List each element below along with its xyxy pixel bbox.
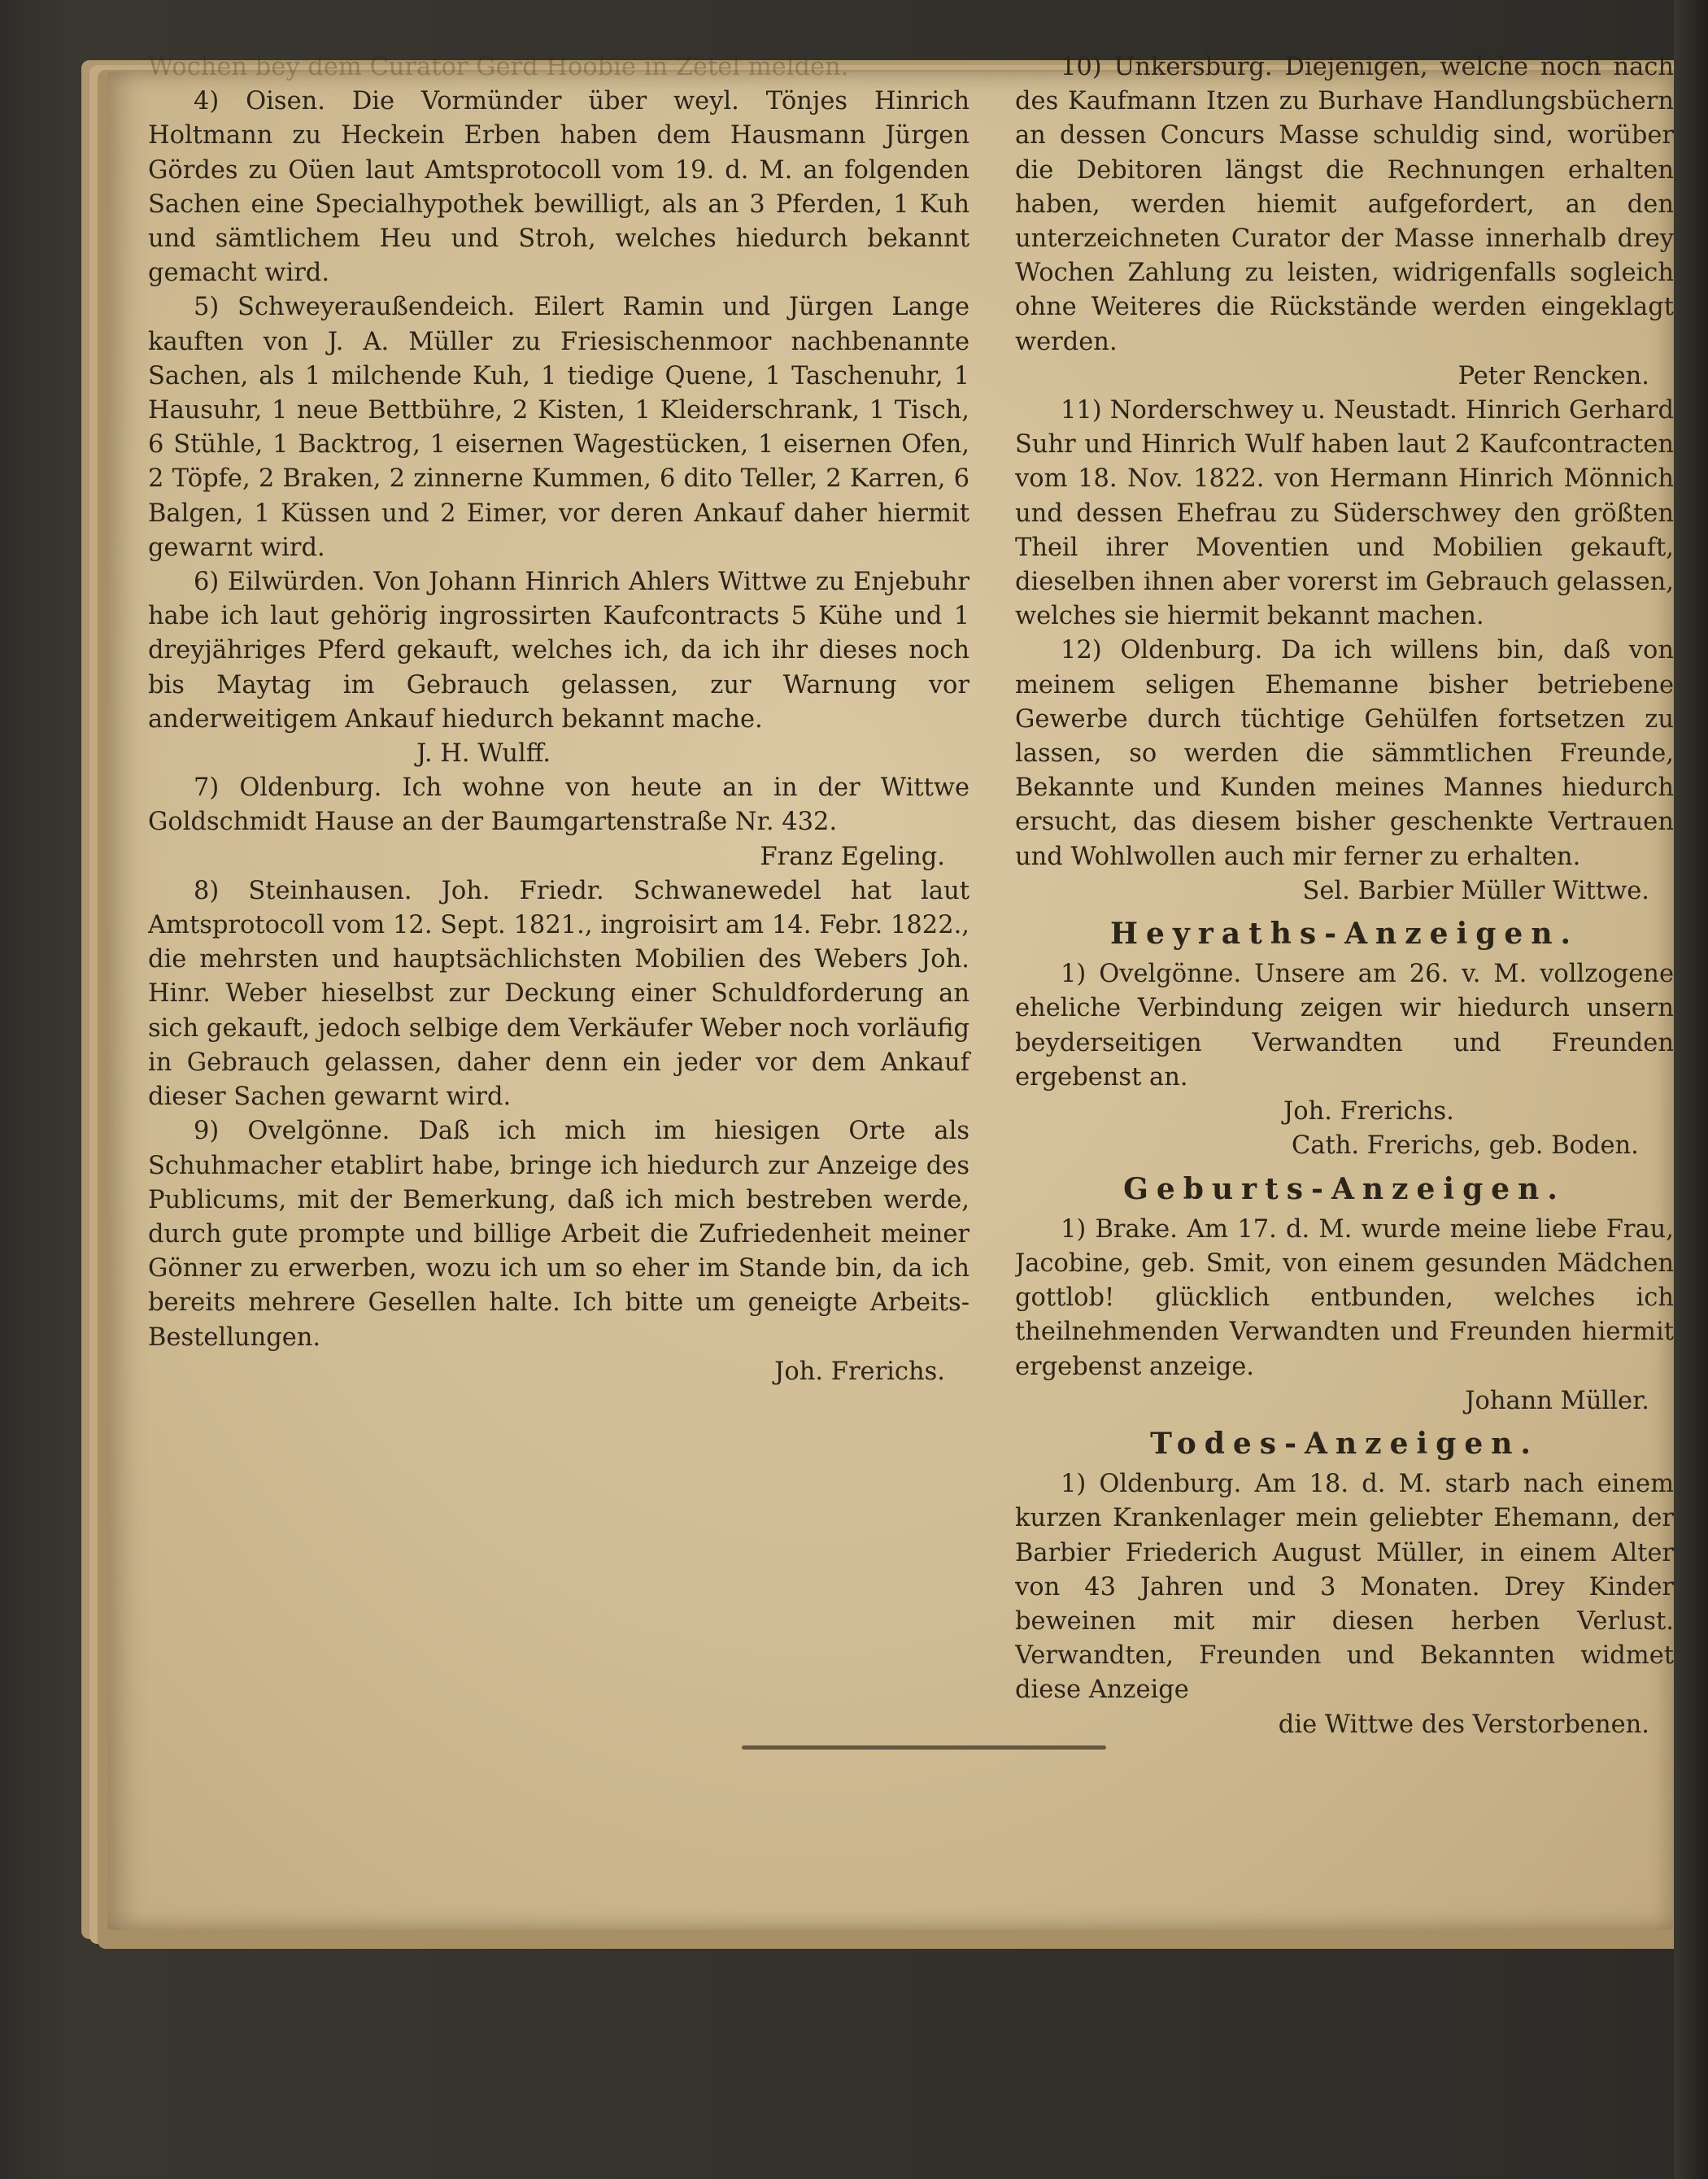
notice-4-text: 4) Oisen. Die Vormünder über weyl. Tönjes Hinrich Holtmann zu Heckein Erben haben dem Hausmann Jürgen Gördes zu Oüen laut Amtsprotocoll vom 19. d. M. an folgenden Sachen eine Specialhypothek bewilligt, als an 3 Pferden, 1 Kuh und sämtlichem Heu und Stroh, welches hiedurch bekannt gemacht wird. [148,87,969,288]
notice-12: 12) Oldenburg. Da ich willens bin, daß von meinem seligen Ehemanne bisher betriebene Gewerbe durch tüchtige Gehülfen fortsetzen zu lassen, so werden die sämmtlichen Freunde, Bekannte und Kunden meines Mannes hiedurch ersucht, das diesem bisher geschenkte Vertrauen und Wohlwollen auch mir ferner zu erhalten. [1015,636,1674,871]
marriage-announcement-1: 1) Ovelgönne. Unsere am 26. v. M. vollzogene eheliche Verbindung zeigen wir hiedurch unsern beyderseitigen Verwandten und Freunden ergebenst an. [1015,960,1674,1092]
closing-rule [742,1745,1106,1750]
birth-announcements-heading: Geburts-Anzeigen. [1123,1171,1566,1206]
right-column [1015,50,1674,1742]
notice-5: 5) Schweyeraußendeich. Eilert Ramin und Jürgen Lange kauften von J. A. Müller zu Friesischenmoor nachbenannte Sachen, als 1 milchende Kuh, 1 tiedige Quene, 1 Taschenuhr, 1 Hausuhr, 1 neue Bettbühre, 2 Kisten, 1 Kleiderschrank, 1 Tisch, 6 Stühle, 1 Backtrog, 1 eisernen Wagestücken, 1 eisernen Ofen, 2 Töpfe, 2 Braken, 2 zinnerne Kummen, 6 dito Teller, 2 Karren, 6 Balgen, 1 Küssen und 2 Eimer, vor deren Ankauf daher hiermit gewarnt wird. [148,293,969,562]
notice-3-continuation: Wochen bey dem Curator Gerd Hoobie in Zetel melden. [148,53,849,81]
notice-8: 8) Steinhausen. Joh. Friedr. Schwanewedel hat laut Amtsprotocoll vom 12. Sept. 1821., ingroisirt am 14. Febr. 1822., die mehrsten und hauptsächlichsten Mobilien des Webers Joh. Hinr. Weber hieselbst zur Deckung einer Schuldforderung an sich gekauft, jedoch selbige dem Verkäufer Weber noch vorläufig in Gebrauch gelassen, daher denn ein jeder vor dem Ankauf dieser Sachen gewarnt wird. [148,876,969,1112]
notice-10: 10) Unkersburg. Diejenigen, welche noch nach des Kaufmann Itzen zu Burhave Handlungsbüchern an dessen Concurs Masse schuldig sind, worüber die Debitoren längst die Rechnungen erhalten haben, werden hiemit aufgefordert, an den unterzeichneten Curator der Masse innerhalb drey Wochen Zahlung zu leisten, widrigenfalls sogleich ohne Weiteres die Rückstände werden eingeklagt werden. [1015,53,1674,356]
notice-9-signature: Joh. Frerichs. [774,1357,945,1386]
notice-7-signature: Franz Egeling. [760,842,945,871]
death-signature: die Wittwe des Verstorbenen. [1278,1710,1649,1739]
death-announcements-heading: Todes-Anzeigen. [1150,1426,1539,1461]
facing-page-edge [1674,0,1708,2179]
notice-11: 11) Norderschwey u. Neustadt. Hinrich Gerhard Suhr und Hinrich Wulf haben laut 2 Kaufcontracten vom 18. Nov. 1822. von Hermann Hinrich Mönnich und dessen Ehefrau zu Süderschwey den größten Theil ihrer Moventien und Mobilien gekauft, dieselben ihnen aber vorerst im Gebrauch gelassen, welches sie hiermit bekannt machen. [1015,396,1674,631]
notice-4 [148,85,969,290]
left-column [148,50,969,1389]
birth-signature: Johann Müller. [1465,1386,1649,1415]
death-announcement-1: 1) Oldenburg. Am 18. d. M. starb nach einem kurzen Krankenlager mein geliebter Ehemann, der Barbier Friederich August Müller, in einem Alter von 43 Jahren und 3 Monaten. Drey Kinder beweinen mit mir diesen herben Verlust. Verwandten, Freunden und Bekannten widmet diese Anzeige [1015,1470,1674,1705]
notice-12-signature: Sel. Barbier Müller Wittwe. [1302,876,1649,905]
marriage-signature-2: Cath. Frerichs, geb. Boden. [1292,1131,1639,1161]
notice-6-signature: J. H. Wulff. [416,739,551,769]
notice-9: 9) Ovelgönne. Daß ich mich im hiesigen Orte als Schuhmacher etablirt habe, bringe ich hiedurch zur Anzeige des Publicums, mit der Bemerkung, daß ich mich bestreben werde, durch gute prompte und billige Arbeit die Zufriedenheit meiner Gönner zu erwerben, wozu ich um so eher im Stande bin, da ich bereits mehrere Gesellen halte. Ich bitte um geneigte Arbeits-Bestellungen. [148,1117,969,1352]
marriage-announcements-heading: Heyraths-Anzeigen. [1109,917,1579,952]
birth-announcement-1: 1) Brake. Am 17. d. M. wurde meine liebe Frau, Jacobine, geb. Smit, von einem gesunden Mädchen gottlob! glücklich entbunden, welches ich theilnehmenden Verwandten und Freunden hiermit ergebenst anzeige. [1015,1214,1674,1381]
marriage-signature-1: Joh. Frerichs. [1283,1097,1454,1127]
notice-10-signature: Peter Rencken. [1457,361,1649,390]
notice-7: 7) Oldenburg. Ich wohne von heute an in der Wittwe Goldschmidt Hause an der Baumgartenstraße Nr. 432. [148,774,969,837]
notice-6: 6) Eilwürden. Von Johann Hinrich Ahlers Wittwe zu Enjebuhr habe ich laut gehörig ingrossirten Kaufcontracts 5 Kühe und 1 dreyjähriges Pferd gekauft, welches ich, da ich ihr dieses noch bis Maytag im Gebrauch gelassen, zur Warnung vor anderweitigem Ankauf hiedurch bekannt mache. [148,568,969,734]
